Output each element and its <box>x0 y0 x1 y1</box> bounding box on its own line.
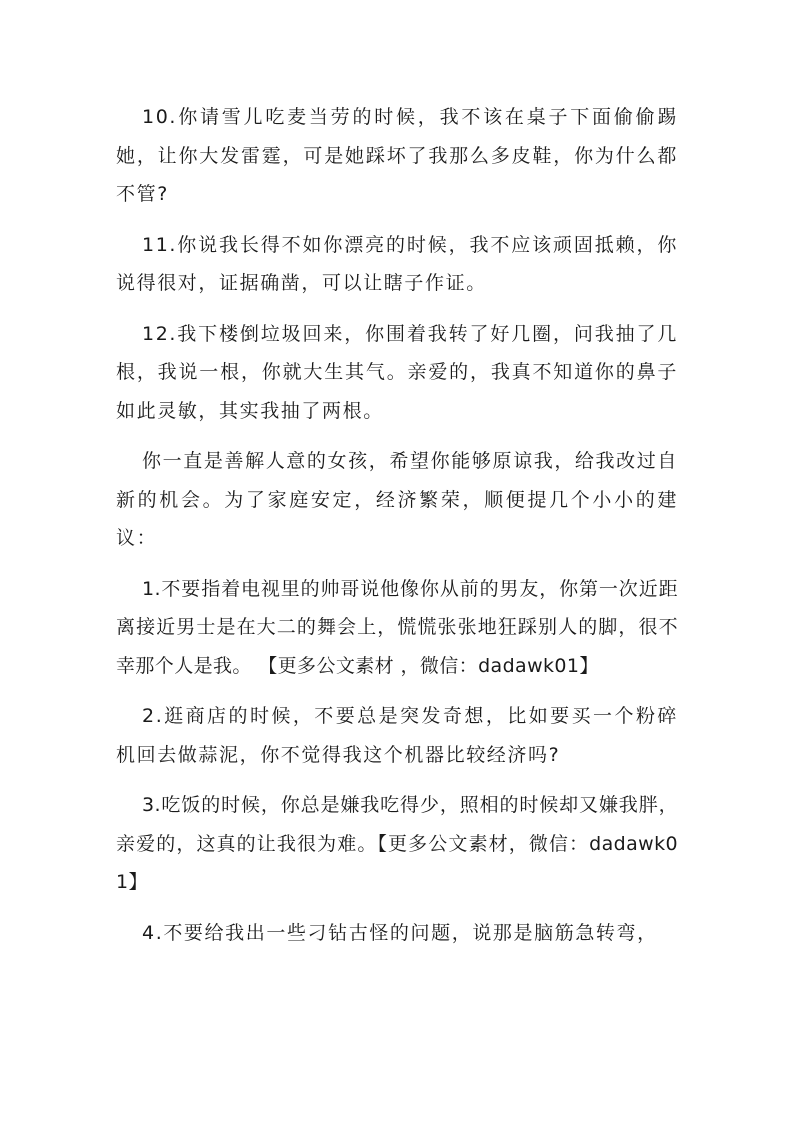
paragraph-item-10: 10.你请雪儿吃麦当劳的时候，我不该在桌子下面偷偷踢她，让你大发雷霆，可是她踩坏了我那么多皮鞋，你为什么都不管? <box>116 106 678 205</box>
paragraph-apology-request: 你一直是善解人意的女孩，希望你能够原谅我，给我改过自新的机会。为了家庭安定，经济繁荣，顺便提几个小小的建议： <box>116 450 678 549</box>
suggestion-item-3: 3.吃饭的时候，你总是嫌我吃得少，照相的时候却又嫌我胖，亲爱的，这真的让我很为难。【更多公文素材，微信：dadawk01】 <box>116 794 678 893</box>
paragraph-item-11: 11.你说我长得不如你漂亮的时候，我不应该顽固抵赖，你说得很对，证据确凿，可以让瞎子作证。 <box>116 233 678 294</box>
suggestion-item-1: 1.不要指着电视里的帅哥说他像你从前的男友，你第一次近距离接近男士是在大二的舞会上，慌慌张张地狂踩别人的脚，很不幸那个人是我。 【更多公文素材 ，微信：dadawk01】 <box>116 577 678 677</box>
suggestion-item-4: 4.不要给我出一些刁钻古怪的问题，说那是脑筋急转弯， <box>142 921 658 944</box>
suggestion-item-2: 2.逛商店的时候，不要总是突发奇想，比如要买一个粉碎机回去做蒜泥，你不觉得我这个机器比较经济吗? <box>116 705 678 766</box>
document-body <box>116 98 678 964</box>
paragraph-item-12: 12.我下楼倒垃圾回来，你围着我转了好几圈，问我抽了几根，我说一根，你就大生其气。亲爱的，我真不知道你的鼻子如此灵敏，其实我抽了两根。 <box>116 322 678 422</box>
